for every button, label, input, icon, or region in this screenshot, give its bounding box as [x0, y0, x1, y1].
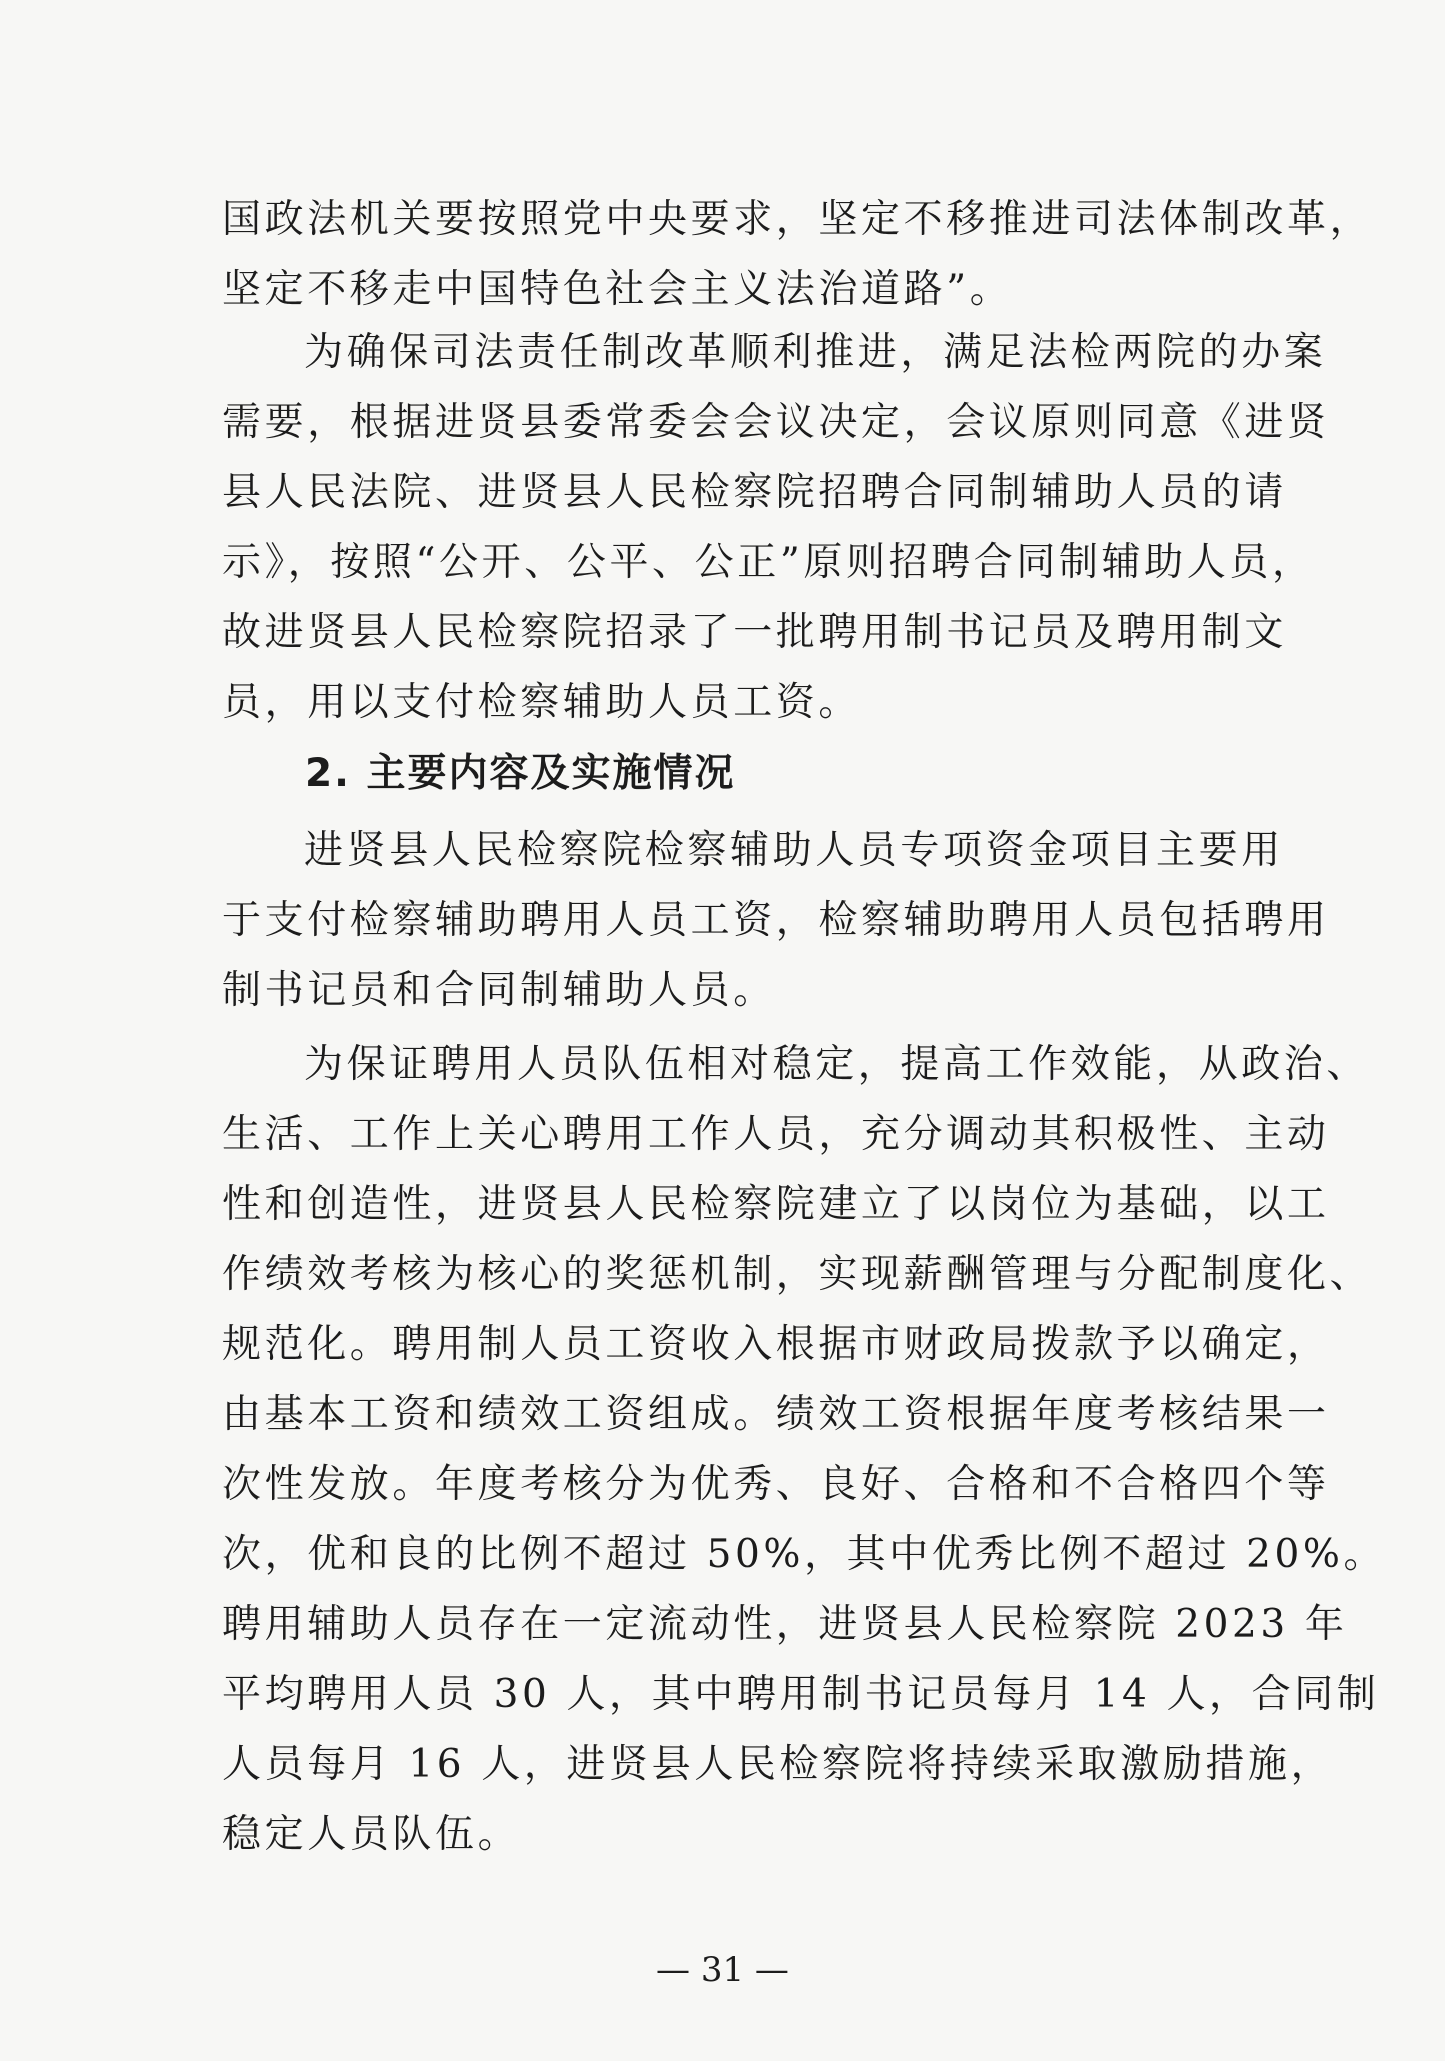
text-line: 稳定人员队伍。	[222, 1812, 521, 1857]
text-line: 示》，按照“公开、公平、公正”原则招聘合同制辅助人员，	[222, 540, 1315, 585]
text-line: 聘用辅助人员存在一定流动性，进贤县人民检察院 2023 年	[222, 1602, 1348, 1647]
text-line: 性和创造性，进贤县人民检察院建立了以岗位为基础，以工	[222, 1182, 1330, 1227]
text-line: 由基本工资和绩效工资组成。绩效工资根据年度考核结果一	[222, 1392, 1330, 1437]
text-line: 次性发放。年度考核分为优秀、良好、合格和不合格四个等	[222, 1462, 1330, 1507]
text-line: 平均聘用人员 30 人，其中聘用制书记员每月 14 人，合同制	[222, 1672, 1380, 1717]
text-line: 为确保司法责任制改革顺利推进，满足法检两院的办案	[304, 330, 1327, 375]
text-line: 为保证聘用人员队伍相对稳定，提高工作效能，从政治、	[304, 1042, 1370, 1087]
paragraph-reform-background	[222, 318, 1330, 738]
text-line: 需要，根据进贤县委常委会会议决定，会议原则同意《进贤	[222, 400, 1330, 445]
text-line: 坚定不移走中国特色社会主义法治道路”。	[222, 267, 1013, 312]
paragraph-main-content	[222, 816, 1330, 1026]
text-line: 进贤县人民检察院检察辅助人员专项资金项目主要用	[304, 828, 1284, 873]
paragraph-continuation	[222, 185, 1373, 325]
text-line: 制书记员和合同制辅助人员。	[222, 968, 776, 1013]
text-line: 故进贤县人民检察院招录了一批聘用制书记员及聘用制文	[222, 610, 1288, 655]
page-number: — 31 —	[656, 1950, 789, 1990]
paragraph-staffing-details	[222, 1030, 1387, 1870]
text-line: 人员每月 16 人，进贤县人民检察院将持续采取激励措施，	[222, 1742, 1334, 1787]
text-line: 国政法机关要按照党中央要求，坚定不移推进司法体制改革，	[222, 197, 1373, 242]
text-line: 县人民法院、进贤县人民检察院招聘合同制辅助人员的请	[222, 470, 1288, 515]
section-heading: 2. 主要内容及实施情况	[305, 751, 736, 796]
text-line: 次，优和良的比例不超过 50%，其中优秀比例不超过 20%。	[222, 1532, 1387, 1577]
text-line: 生活、工作上关心聘用工作人员，充分调动其积极性、主动	[222, 1112, 1330, 1157]
text-line: 作绩效考核为核心的奖惩机制，实现薪酬管理与分配制度化、	[222, 1252, 1373, 1297]
text-line: 规范化。聘用制人员工资收入根据市财政局拨款予以确定，	[222, 1322, 1330, 1367]
text-line: 员，用以支付检察辅助人员工资。	[222, 680, 862, 725]
text-line: 于支付检察辅助聘用人员工资，检察辅助聘用人员包括聘用	[222, 898, 1330, 943]
